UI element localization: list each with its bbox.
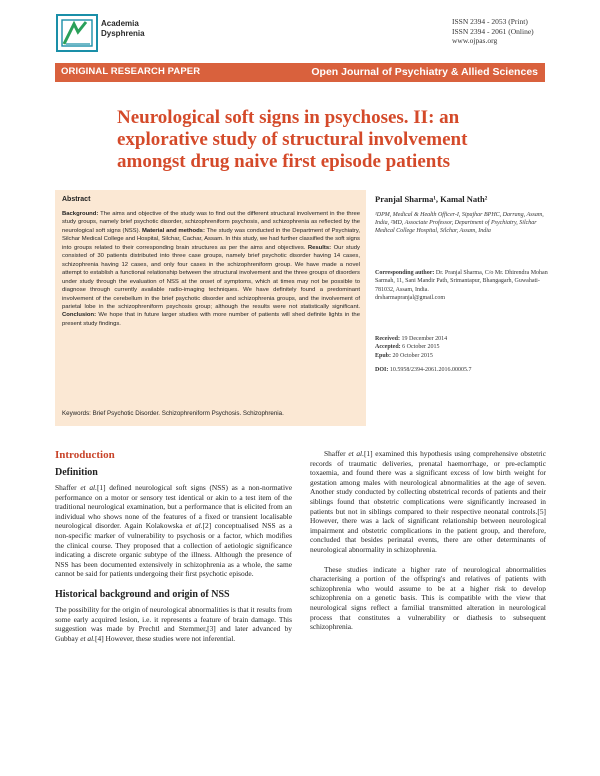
doi-line <box>375 366 550 374</box>
definition-paragraph <box>55 483 292 579</box>
doi-label: DOI: <box>375 366 389 373</box>
epub-line <box>375 352 550 360</box>
accepted-date: 6 October 2015 <box>400 344 440 351</box>
paper-title: Neurological soft signs in psychoses. II: an explorative study of structural involvement amongst drug naive first episode patients <box>117 107 468 172</box>
keywords: Keywords: Brief Psychotic Disorder. Schizophreniform Psychosis. Schizophrenia. <box>62 410 284 417</box>
journal-logo <box>56 14 98 52</box>
conclusion-text: We hope that in future larger studies with more number of patients will shed definite lights in the present study findings. <box>62 312 360 327</box>
body-right-column <box>310 449 546 632</box>
epub-label: Epub: <box>375 352 392 359</box>
definition-heading: Definition <box>55 467 98 478</box>
author-affiliations: ¹DPM, Medical & Health Officer-I, Sipajhar BPHC, Darrang, Assam, India, ²MD, Associate Professor, Department of Psychiatry, Silchar Medical College Hospital, Silchar, Assam, India <box>375 212 544 235</box>
text-run: Shaffer <box>55 483 81 492</box>
corr-address: Dr. Pranjal Sharma, C/o Mr. Dhirendra Mohan Sarmah, 11, Sani Mandir Path, Srimantapur, Bhangagarh, Guwahati-781032, Assam, India. <box>375 270 548 293</box>
text-italic: et al. <box>80 483 97 492</box>
abstract-heading: Abstract <box>62 196 91 203</box>
text-italic: et al. <box>348 449 364 458</box>
background-text: The aims and objective of the study was to find out the different structural involvement in the three study groups, namely brief psychotic disorder, schizophreniform psychosis, and schizophrenia as reflected by the neurological soft signs (NSS). <box>62 211 360 234</box>
issn-print: ISSN 2394 - 2053 (Print) <box>452 17 528 26</box>
right-paragraph-1 <box>310 449 546 555</box>
journal-website[interactable]: www.ojpas.org <box>452 36 498 45</box>
journal-name: Open Journal of Psychiatry & Allied Sciences <box>311 66 538 78</box>
body-left-column <box>55 449 292 643</box>
results-text: Our study consisted of 30 patients distributed into three case groups, namely brief psychotic disorder having 14 cases, schizophrenia having 12 cases, and only four cases in the schizophreniform group. We have made a novel attempt to establish a functional relationship between the structural involvement and the three groups of disorders under study through the evaluation of NSS at the onset of symptoms, which at times may not be possible to diagnose through currently available radio-imaging techniques. We have definitely found a predominant involvement of the cerebellum in the brief psychotic disorder and schizophrenia groups, and the involvement of parietal lobe in the schizophreniform psychosis group; although the results were not statistically significant. <box>62 244 360 310</box>
background-label: Background: <box>62 211 99 217</box>
received-date: 19 December 2014 <box>400 336 448 342</box>
received-label: Received: <box>375 336 400 342</box>
accepted-line <box>375 343 550 351</box>
text-run: The possibility for the origin of neurological abnormalities is that it results from some early acquired lesion, i.e. it represents a feature of brain damage. This suggestion was made by Prechtl and Stemmer,[3] and later advanced by Gubbay <box>55 604 292 643</box>
methods-label: Material and methods: <box>142 227 205 234</box>
issn-online: ISSN 2394 - 2061 (Online) <box>452 26 534 36</box>
accepted-label: Accepted: <box>375 344 401 351</box>
corr-email[interactable]: drsharmapranjal@gmail.com <box>375 294 446 301</box>
results-label: Results: <box>307 244 332 251</box>
text-run: [1] defined neurological soft signs (NSS) as a non-normative performance on a motor or sensory test identical or akin to a test item of the traditional neurological examination, but a performance that is elicited from an individual who shows none of the features of a fixed or transient localisable neurological disorder. Again Kolakowska <box>55 483 293 531</box>
methods-text: The study was conducted in the Department of Psychiatry, Silchar Medical College and Hospital, Silchar, Cachar, Assam. In this study, we had further classified the soft signs into groups related to their corresponding brain structures as per the aims and objectives. <box>62 227 360 251</box>
header-banner <box>55 63 545 82</box>
corr-label: Corresponding author: <box>375 270 435 276</box>
right-paragraph-2: These studies indicate a higher rate of neurological abnormalities characterising a portion of the offspring's and relatives of patients with schizophrenia who would assume to be at a higher risk to develop schizophrenia on a genetic basis. This is compatible with the view that neurological signs reflect a familial transmitted alteration in neurological process that constitutes a vulnerability or diathesis to subsequent schizophrenia. <box>310 564 546 632</box>
history-paragraph <box>55 605 292 643</box>
abstract-body <box>62 210 360 328</box>
article-type: ORIGINAL RESEARCH PAPER <box>61 66 201 77</box>
epub-date: 20 October 2015 <box>391 352 433 359</box>
text-run: [1] examined this hypothesis using comprehensive obstetric records of traumatic deliveries, prenatal haemorrhage, or pre-eclamptic toxaemia, and found there was a significant excess of low birth weight for gestation among males with neurological abnormalities at the age of seven. Another study conducted by collecting obstetrical records of patients and their siblings found that obstetric complications were significantly increased in patients but not in siblings compared to their respective neonatal controls.[5] However, there was a lack of significant relationship between neurological impairment and obstetric complications in the patient group, and therefore, concluded that besides perinatal events, there are other determinants of neurological abnormality in schizophrenia. <box>310 449 547 554</box>
corresponding-author <box>375 269 550 302</box>
issn-block <box>452 17 534 46</box>
author-names: Pranjal Sharma¹, Kamal Nath² <box>375 194 488 204</box>
text-run: [2] conceptualised NSS as a non-specific marker of vulnerability to psychosis or a factor, which modifies the clinical course. They proposed that a collection of aetiologic significance indicating a discrete organic subtype of the illness. Although the presence of NSS has been documented extensively in schizophrenia as a whole, the same cannot be said for patients undergoing their first psychotic episode. <box>55 521 292 579</box>
journal-logo-text <box>101 19 145 39</box>
publication-dates <box>375 335 550 374</box>
introduction-heading: Introduction <box>55 449 115 461</box>
text-italic: et al. <box>186 521 203 531</box>
logo-line-1: Academia <box>101 19 139 28</box>
received-line <box>375 335 550 343</box>
logo-line-2: Dysphrenia <box>101 29 145 38</box>
conclusion-label: Conclusion: <box>62 312 97 319</box>
history-heading: Historical background and origin of NSS <box>55 588 230 600</box>
text-italic: et al. <box>80 633 96 643</box>
text-run: Shaffer <box>324 449 349 458</box>
doi-value[interactable]: 10.5958/2394-2061.2016.00005.7 <box>388 366 472 373</box>
abstract-box <box>55 190 366 426</box>
text-run: [4] However, these studies were not inferential. <box>95 633 236 643</box>
